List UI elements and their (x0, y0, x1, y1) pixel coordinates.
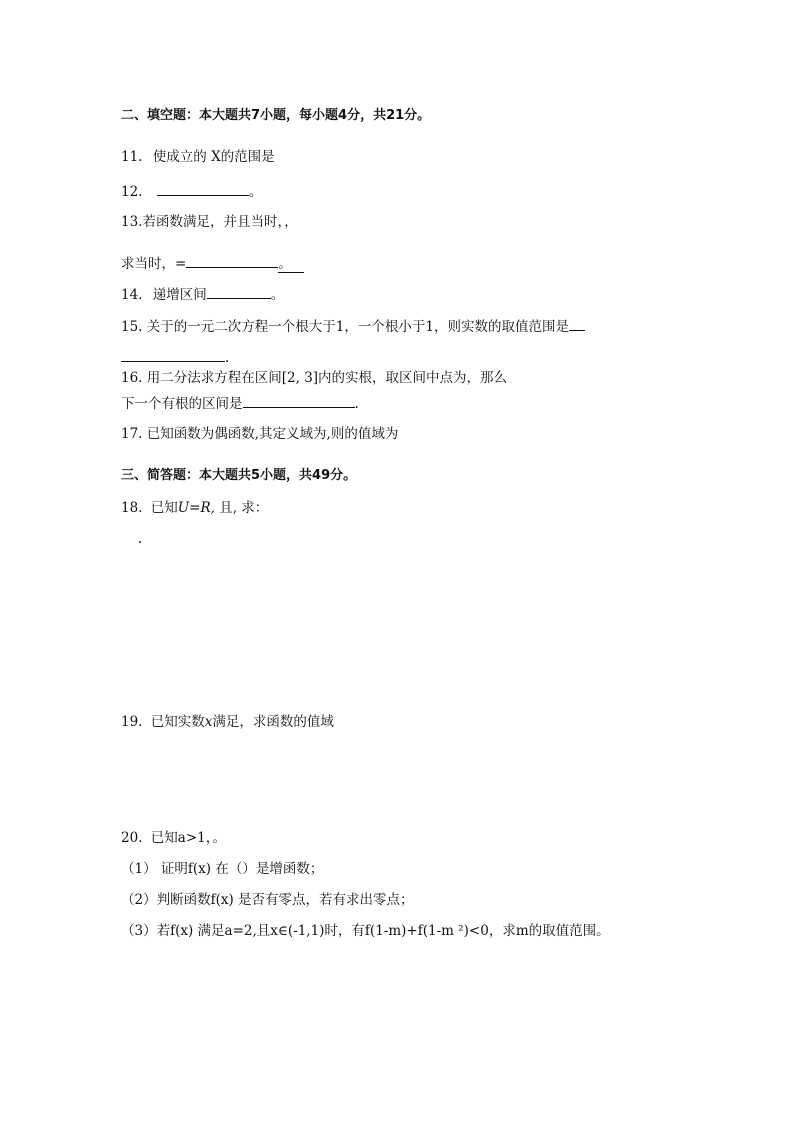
question-15-line1 (121, 316, 585, 337)
section-2-header: 二、填空题：本大题共7小题，每小题4分，共21分。 (121, 108, 431, 123)
question-after: . (225, 350, 230, 366)
question-18 (121, 498, 268, 518)
question-number: 19. (121, 714, 143, 730)
question-16-line2 (121, 393, 359, 414)
italic-u: U=R, (177, 500, 215, 516)
question-number: 14. (121, 287, 143, 303)
question-11 (121, 147, 275, 167)
question-text: 已知实数 (150, 714, 205, 730)
question-text: 下一个有根的区间是 (121, 396, 243, 412)
question-text: 15. 关于的一元二次方程一个根大于1，一个根小于1，则实数的取值范围是 (121, 319, 569, 335)
answer-blank (121, 347, 225, 362)
question-after: 。 (248, 184, 263, 200)
question-15-line2 (121, 347, 229, 368)
question-20 (121, 828, 226, 848)
question-20-part-3: （3）若f(x) 满足a=2,且x∈(-1,1)时，有f(1-m)+f(1-m ²)<0，求m的取值范围。 (121, 923, 610, 939)
question-after: . (354, 396, 359, 412)
question-20-part-2: （2）判断函数f(x) 是否有零点，若有求出零点； (121, 892, 414, 908)
question-after: 。 (270, 287, 285, 303)
section-3-header: 三、简答题：本大题共5小题，共49分。 (121, 468, 357, 483)
answer-blank (186, 253, 278, 268)
question-number: 11. (121, 149, 143, 165)
question-text: 满足，求函数的值域 (212, 714, 334, 730)
question-text: 递增区间 (152, 287, 207, 303)
question-number: 18. (121, 500, 143, 516)
answer-blank (157, 181, 249, 196)
question-after: 。 (278, 256, 304, 273)
question-text: 已知a>1，。 (150, 830, 226, 846)
question-13-line2 (121, 253, 304, 274)
dot-mark (139, 541, 141, 543)
question-16-line1: 16. 用二分法求方程在区间[2, 3]内的实根，取区间中点为，那么 (121, 370, 508, 386)
question-number: 12. (121, 184, 143, 200)
question-text: 且, 求： (214, 500, 269, 516)
italic-x: x (204, 714, 213, 730)
answer-blank (243, 393, 355, 408)
question-12 (121, 181, 262, 202)
question-text: 求当时，= (121, 256, 187, 272)
question-17: 17. 已知函数为偶函数,其定义域为,则的值域为 (121, 426, 399, 442)
question-20-part-1: （1） 证明f(x) 在（）是增函数； (121, 861, 324, 877)
answer-blank (569, 316, 585, 331)
question-13-line1: 13.若函数满足，并且当时，， (121, 214, 298, 230)
question-text: 已知 (150, 500, 178, 516)
answer-blank (207, 284, 271, 299)
question-number: 20. (121, 830, 143, 846)
question-19 (121, 712, 334, 732)
question-14 (121, 284, 284, 305)
question-text: 使成立的 X的范围是 (152, 149, 275, 165)
